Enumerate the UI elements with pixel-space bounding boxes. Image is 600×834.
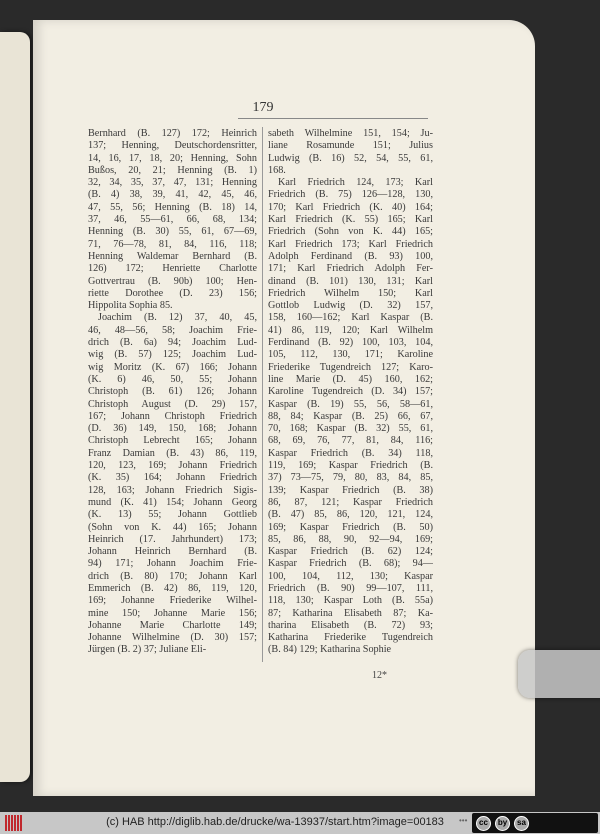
text-line: Kaspar Friedrich (B. 68); 94— bbox=[268, 558, 433, 570]
text-line: Karl Friedrich (K. 55) 165; Karl bbox=[268, 214, 433, 226]
text-line: 41) 86, 119, 120; Karl Wilhelm bbox=[268, 324, 433, 336]
text-line: Karl Friedrich 124, 173; Karl bbox=[278, 177, 433, 189]
viewer-side-tab[interactable] bbox=[518, 650, 600, 698]
text-line: Gottlob Ludwig (D. 32) 157, bbox=[268, 300, 433, 312]
text-line: Johanne Wilhelmine (D. 30) 157; bbox=[88, 632, 257, 644]
text-line: Emmerich (B. 42) 86, 119, 120, bbox=[88, 582, 257, 594]
text-line: Bußos, 20, 21; Henning (B. 1) bbox=[88, 164, 257, 176]
sa-icon: sa bbox=[514, 816, 529, 831]
text-line: 68, 69, 76, 77, 81, 84, 116; bbox=[268, 435, 433, 447]
text-line: Johann Heinrich Bernhard (B. bbox=[88, 546, 257, 558]
text-line: Friedrich (B. 75) 126—128, 130, bbox=[268, 189, 433, 201]
text-line: 169; Kaspar Friedrich (B. 50) bbox=[268, 521, 433, 533]
text-line: Heinrich (17. Jahrhundert) 173; bbox=[88, 533, 257, 545]
text-line: (K. 6) 46, 50, 55; Johann bbox=[88, 373, 257, 385]
text-line: 46, 48—56, 58; Joachim Frie- bbox=[88, 324, 257, 336]
text-line: 118, 130; Kaspar Loth (B. 55a) bbox=[268, 595, 433, 607]
column-divider bbox=[262, 127, 263, 662]
footer-bar bbox=[0, 812, 600, 834]
text-line: Christoph Lebrecht 165; Johann bbox=[88, 435, 257, 447]
text-line: 139; Kaspar Friedrich (B. 38) bbox=[268, 484, 433, 496]
text-line: 158, 160—162; Karl Kaspar (B. bbox=[268, 312, 433, 324]
text-line: Karoline Tugendreich (D. 34) 157; bbox=[268, 386, 433, 398]
cc-icon: cc bbox=[476, 816, 491, 831]
text-line: Karl Friedrich 173; Karl Friedrich bbox=[268, 238, 433, 250]
text-line: Katharina Friederike Tugendreich bbox=[268, 632, 433, 644]
text-line: Friedrich (B. 90) 99—107, 111, bbox=[268, 582, 433, 594]
text-line: tharina Elisabeth (B. 72) 93; bbox=[268, 619, 433, 631]
text-line: Franz Damian (B. 43) 86, 119, bbox=[88, 447, 257, 459]
signature-mark: 12* bbox=[372, 670, 387, 681]
text-line: 88, 84; Kaspar (B. 25) 66, 67, bbox=[268, 410, 433, 422]
text-line: 100, 104, 112, 130; Kaspar bbox=[268, 570, 433, 582]
text-line: 168. bbox=[268, 164, 286, 176]
text-line: Friedrich Wilhelm 150; Karl bbox=[268, 287, 433, 299]
hab-logo-icon bbox=[5, 815, 23, 831]
text-line: Friederike Tugendreich 127; Karo- bbox=[268, 361, 433, 373]
header-rule bbox=[238, 118, 428, 119]
text-line: 126) 172; Henriette Charlotte bbox=[88, 263, 257, 275]
text-line: 171; Karl Friedrich Adolph Fer- bbox=[268, 263, 433, 275]
text-line: 14, 16, 17, 18, 20; Henning, Sohn bbox=[88, 152, 257, 164]
text-line: sabeth Wilhelmine 151, 154; Ju- bbox=[268, 128, 433, 139]
text-line: Joachim (B. 12) 37, 40, 45, bbox=[98, 312, 257, 324]
text-line: 94) 171; Johann Joachim Frie- bbox=[88, 558, 257, 570]
text-line: Ludwig (B. 16) 52, 54, 55, 61, bbox=[268, 152, 433, 164]
text-line: Kaspar (B. 19) 55, 56, 58—61, bbox=[268, 398, 433, 410]
text-line: 120, 123, 169; Johann Friedrich bbox=[88, 460, 257, 472]
text-line: (K. 35) 164; Johann Friedrich bbox=[88, 472, 257, 484]
more-dots: ••• bbox=[459, 816, 468, 825]
text-line: (K. 13) 55; Johann Gottlieb bbox=[88, 509, 257, 521]
text-line: Jürgen (B. 2) 37; Juliane Eli- bbox=[88, 644, 207, 656]
text-line: 47, 55, 56; Henning (B. 18) 14, bbox=[88, 201, 257, 213]
text-line: Adolph Ferdinand (B. 93) 100, bbox=[268, 250, 433, 262]
text-line: mund (K. 41) 154; Johann Georg bbox=[88, 496, 257, 508]
text-line: (B. 84) 129; Katharina Sophie bbox=[268, 644, 392, 656]
text-line: (B. 47) 85, 86, 120, 121, 124, bbox=[268, 509, 433, 521]
text-line: dinand (B. 101) 130, 131; Karl bbox=[268, 275, 433, 287]
text-line: riette Dorothee (D. 23) 156; bbox=[88, 287, 257, 299]
text-line: 87; Katharina Elisabeth 87; Ka- bbox=[268, 607, 433, 619]
text-line: 37, 46, 55—61, 66, 68, 134; bbox=[88, 214, 257, 226]
text-line: 170; Karl Friedrich (K. 40) 164; bbox=[268, 201, 433, 213]
text-line: Henning Waldemar Bernhard (B. bbox=[88, 250, 257, 262]
text-line: Kaspar Friedrich (B. 62) 124; bbox=[268, 546, 433, 558]
previous-page-edge bbox=[0, 32, 30, 782]
text-line: 71, 76—78, 81, 84, 116, 118; bbox=[88, 238, 257, 250]
text-line: Hippolita Sophia 85. bbox=[88, 300, 173, 312]
text-line: (D. 36) 149, 150, 168; Johann bbox=[88, 423, 257, 435]
cc-license-badge[interactable] bbox=[472, 813, 598, 833]
text-line: Kaspar Friedrich (B. 34) 118, bbox=[268, 447, 433, 459]
by-icon: by bbox=[495, 816, 510, 831]
text-line: Johanne Marie Charlotte 149; bbox=[88, 619, 257, 631]
text-line: 105, 112, 130, 171; Karoline bbox=[268, 349, 433, 361]
text-line: Bernhard (B. 127) 172; Heinrich bbox=[88, 128, 257, 139]
text-line: 86, 87, 121; Kaspar Friedrich bbox=[268, 496, 433, 508]
text-line: line Marie (D. 45) 160, 162; bbox=[268, 373, 433, 385]
text-line: 167; Johann Christoph Friedrich bbox=[88, 410, 257, 422]
text-line: Christoph August (D. 29) 157, bbox=[88, 398, 257, 410]
text-line: wig (B. 57) 125; Joachim Lud- bbox=[88, 349, 257, 361]
text-line: 119, 169; Kaspar Friedrich (B. bbox=[268, 460, 433, 472]
text-line: 70, 168; Kaspar (B. 32) 55, 61, bbox=[268, 423, 433, 435]
right-column bbox=[268, 128, 433, 657]
text-line: drich (B. 80) 170; Johann Karl bbox=[88, 570, 257, 582]
text-line: 32, 34, 35, 37, 47, 131; Henning bbox=[88, 177, 257, 189]
text-line: mine 150; Johanne Marie 156; bbox=[88, 607, 257, 619]
text-line: 85, 86, 88, 90, 92—94, 169; bbox=[268, 533, 433, 545]
text-line: 137; Henning, Deutschordensritter, bbox=[88, 140, 257, 152]
text-line: Friedrich (Sohn von K. 44) 165; bbox=[268, 226, 433, 238]
text-line: 37) 73—75, 79, 80, 83, 84, 85, bbox=[268, 472, 433, 484]
text-line: 128, 163; Johann Friedrich Sigis- bbox=[88, 484, 257, 496]
left-column bbox=[88, 128, 257, 657]
text-line: liane Rosamunde 151; Julius bbox=[268, 140, 433, 152]
text-line: drich (B. 6a) 94; Joachim Lud- bbox=[88, 337, 257, 349]
text-line: Henning (B. 30) 55, 61, 67—69, bbox=[88, 226, 257, 238]
page-number: 179 bbox=[252, 100, 274, 115]
text-line: wig Moritz (K. 67) 166; Johann bbox=[88, 361, 257, 373]
text-line: 169; Johanne Friederike Wilhel- bbox=[88, 595, 257, 607]
credit-link[interactable]: (c) HAB http://diglib.hab.de/drucke/wa-13937/start.htm?image=00183 bbox=[106, 816, 444, 828]
text-line: (Sohn von K. 44) 165; Johann bbox=[88, 521, 257, 533]
text-line: Gottvertrau (B. 90b) 100; Hen- bbox=[88, 275, 257, 287]
text-line: Ferdinand (B. 92) 100, 103, 104, bbox=[268, 337, 433, 349]
text-line: Christoph (B. 61) 126; Johann bbox=[88, 386, 257, 398]
text-line: (B. 4) 38, 39, 41, 42, 45, 46, bbox=[88, 189, 257, 201]
